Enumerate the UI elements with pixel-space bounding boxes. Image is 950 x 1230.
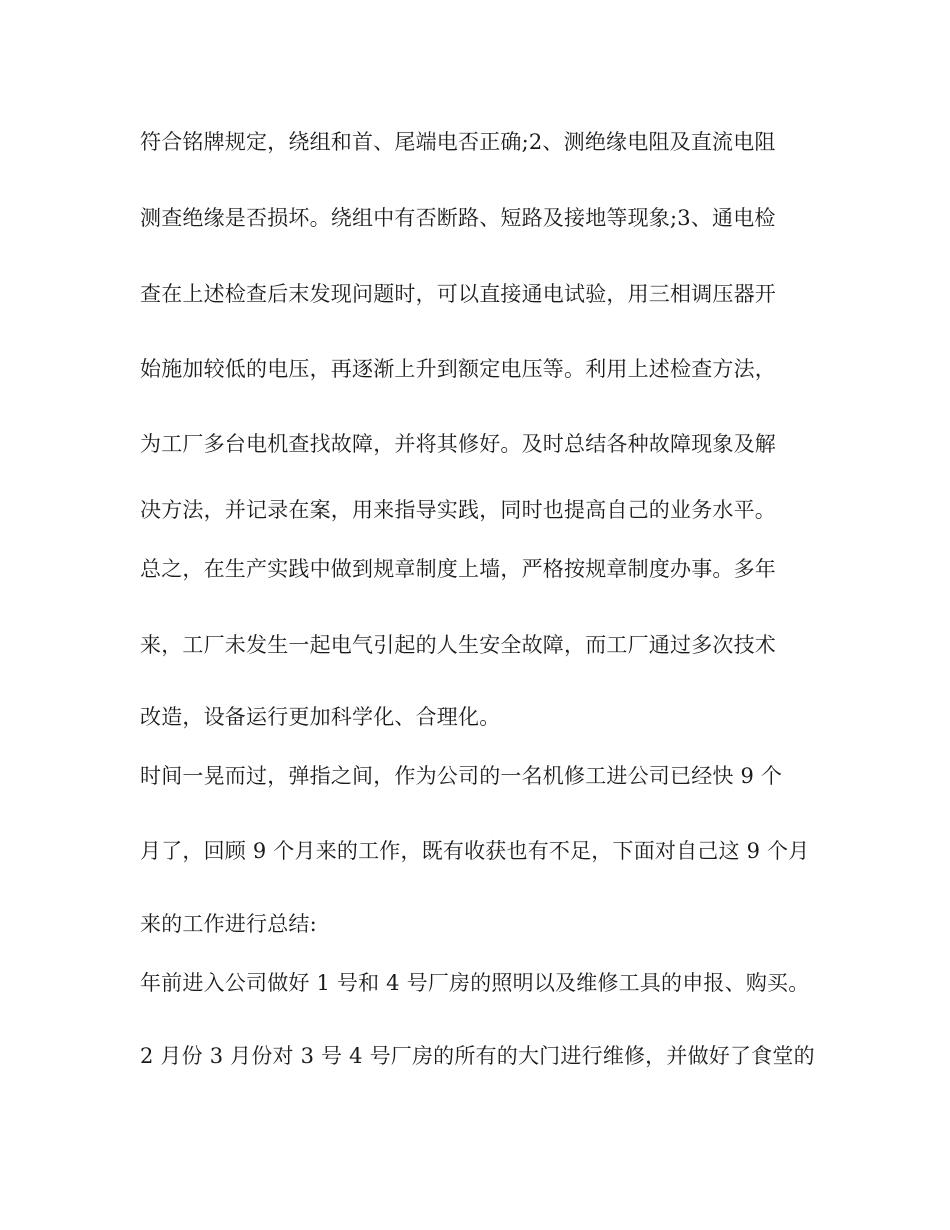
text-line: 月了，回顾 9 个月来的工作，既有收获也有不足，下面对自己这 9 个月 bbox=[140, 839, 810, 863]
text-line: 年前进入公司做好 1 号和 4 号厂房的照明以及维修工具的申报、购买。 bbox=[140, 971, 810, 995]
text-line: 为工厂多台电机查找故障，并将其修好。及时总结各种故障现象及解 bbox=[140, 432, 776, 456]
text-line: 测查绝缘是否损坏。绕组中有否断路、短路及接地等现象;3、通电检 bbox=[140, 206, 776, 230]
text-line: 改造，设备运行更加科学化、合理化。 bbox=[140, 705, 501, 729]
text-line: 符合铭牌规定，绕组和首、尾端电否正确;2、测绝缘电阻及直流电阻 bbox=[140, 130, 776, 154]
text-line: 始施加较低的电压，再逐渐上升到额定电压等。利用上述检查方法， bbox=[140, 357, 776, 381]
text-line: 总之，在生产实践中做到规章制度上墙，严格按规章制度办事。多年 bbox=[140, 557, 776, 581]
text-line: 来的工作进行总结: bbox=[140, 912, 317, 936]
text-line: 查在上述检查后末发现问题时，可以直接通电试验，用三相调压器开 bbox=[140, 282, 776, 306]
text-line: 决方法，并记录在案，用来指导实践，同时也提高自己的业务水平。 bbox=[140, 498, 776, 522]
text-line: 2 月份 3 月份对 3 号 4 号厂房的所有的大门进行维修，并做好了食堂的 bbox=[140, 1044, 815, 1068]
text-line: 时间一晃而过，弹指之间，作为公司的一名机修工进公司已经快 9 个 bbox=[140, 764, 783, 788]
text-line: 来，工厂未发生一起电气引起的人生安全故障，而工厂通过多次技术 bbox=[140, 633, 776, 657]
